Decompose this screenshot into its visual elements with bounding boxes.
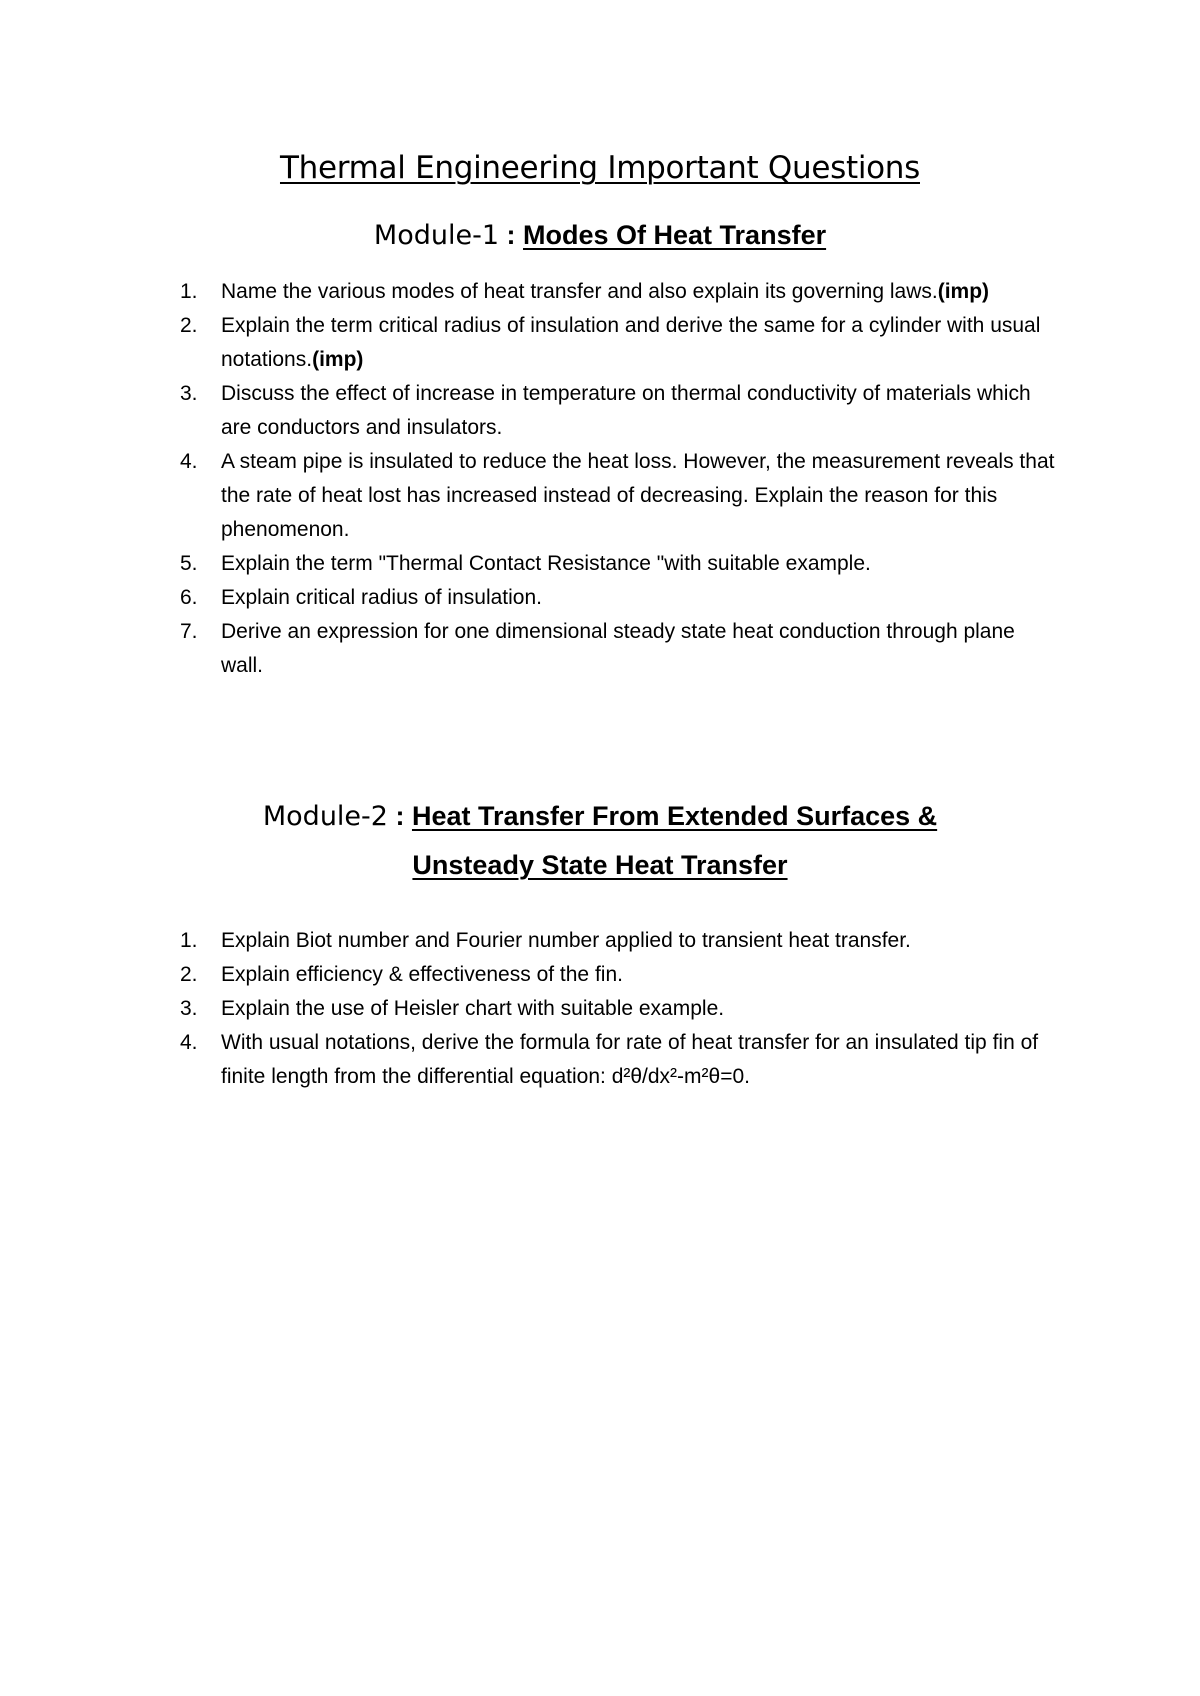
list-item: [180, 924, 1060, 958]
question-number: 2.: [180, 963, 198, 986]
module-1-heading: [0, 211, 1200, 260]
question-number: 7.: [180, 620, 198, 643]
module-2-separator: :: [387, 801, 412, 831]
module-1-topic: Modes Of Heat Transfer: [523, 220, 827, 250]
question-text: With usual notations, derive the formula for rate of heat transfer for an insulated tip fin of finite length from the differential equation: d²θ/dx²-m²θ=0.: [221, 1031, 1039, 1088]
question-text: Discuss the effect of increase in temperature on thermal conductivity of materials which are conductors and insulators.: [221, 382, 1031, 439]
list-item: [180, 309, 1060, 377]
question-number: 5.: [180, 552, 198, 575]
module-2-topic-line-1: Heat Transfer From Extended Surfaces &: [411, 801, 938, 831]
question-text: Explain efficiency & effectiveness of the fin.: [221, 963, 623, 986]
question-text: Explain Biot number and Fourier number applied to transient heat transfer.: [221, 929, 911, 952]
question-number: 3.: [180, 382, 198, 405]
question-text: Explain critical radius of insulation.: [221, 586, 542, 609]
question-text: A steam pipe is insulated to reduce the heat loss. However, the measurement reveals that the rate of heat lost has increased instead of decreasing. Explain the reason for this phenomenon.: [221, 450, 1055, 541]
question-text: Name the various modes of heat transfer and also explain its governing laws.: [221, 280, 938, 303]
question-number: 1.: [180, 929, 198, 952]
list-item: [180, 445, 1060, 547]
list-item: [180, 615, 1060, 683]
module-1-question-list: [180, 275, 1060, 683]
list-item: [180, 958, 1060, 992]
list-item: [180, 377, 1060, 445]
list-item: [180, 581, 1060, 615]
question-text: Explain the use of Heisler chart with suitable example.: [221, 997, 725, 1020]
module-2-heading: [0, 792, 1200, 889]
question-number: 4.: [180, 450, 198, 473]
module-1-separator: :: [499, 220, 524, 250]
module-2-question-list: [180, 924, 1060, 1094]
list-item: [180, 1026, 1060, 1094]
document-title: Thermal Engineering Important Questions: [279, 150, 920, 186]
question-number: 3.: [180, 997, 198, 1020]
question-number: 2.: [180, 314, 198, 337]
question-number: 4.: [180, 1031, 198, 1054]
important-tag: (imp): [937, 280, 990, 303]
list-item: [180, 547, 1060, 581]
question-text: Explain the term "Thermal Contact Resistance "with suitable example.: [221, 552, 871, 575]
important-tag: (imp): [312, 348, 364, 371]
question-text: Explain the term critical radius of insulation and derive the same for a cylinder with usual notations.: [221, 314, 1041, 371]
list-item: [180, 992, 1060, 1026]
question-number: 6.: [180, 586, 198, 609]
question-number: 1.: [180, 280, 198, 303]
list-item: [180, 275, 1060, 309]
module-2-topic-line-2: Unsteady State Heat Transfer: [412, 850, 788, 880]
module-1-label: Module-1: [373, 220, 500, 251]
question-text: Derive an expression for one dimensional steady state heat conduction through plane wall.: [221, 620, 1015, 677]
module-2-label: Module-2: [262, 801, 388, 832]
